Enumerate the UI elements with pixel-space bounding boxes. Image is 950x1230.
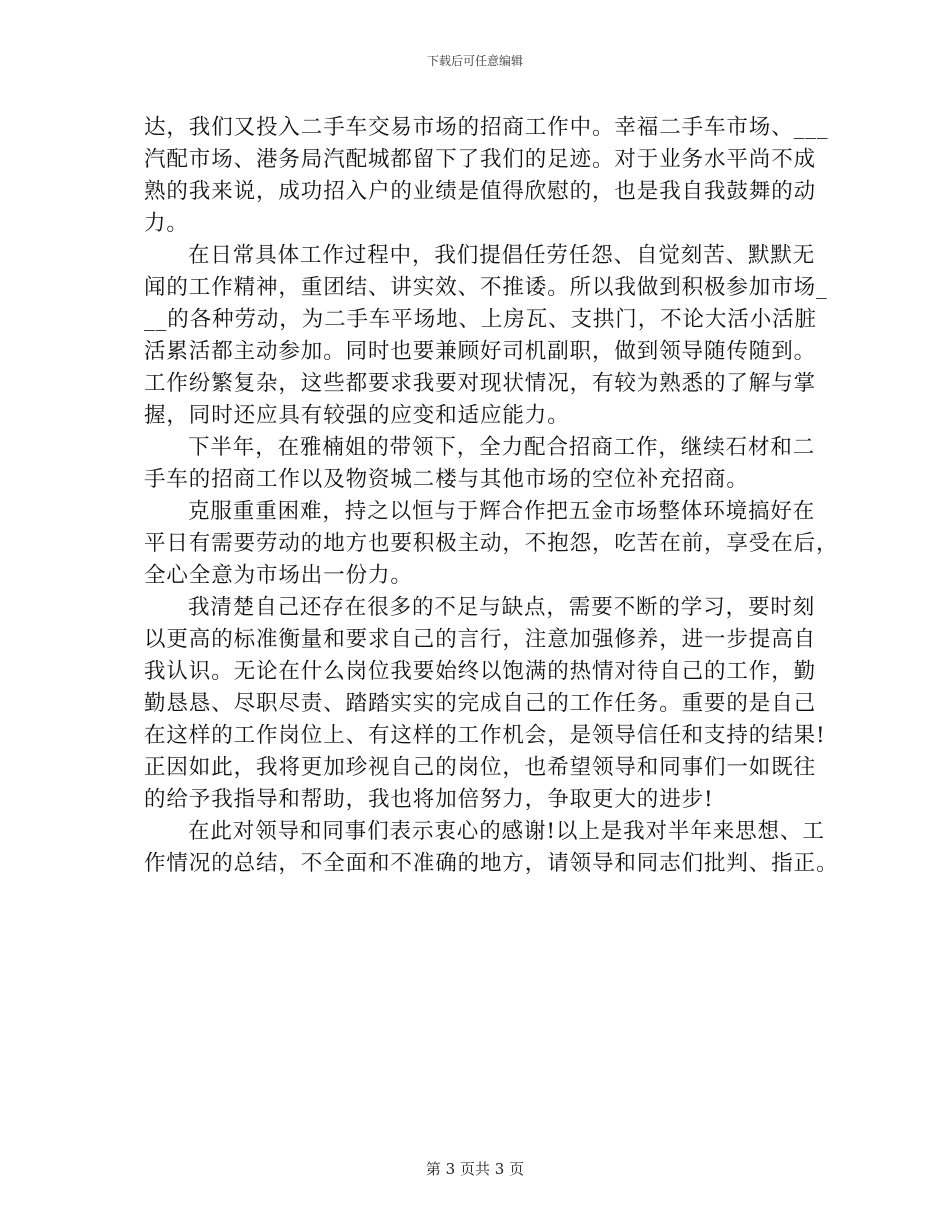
text-line: 手车的招商工作以及物资城二楼与其他市场的空位补充招商。: [144, 467, 749, 492]
text-line: 的给予我指导和帮助，我也将加倍努力，争取更大的进步!: [144, 787, 714, 812]
text-line: 全心全意为市场出一份力。: [144, 563, 413, 588]
page-footer: 第 3 页共 3 页: [425, 1160, 525, 1178]
page-header: 下载后可任意编辑: [426, 54, 523, 68]
text-line: 握，同时还应具有较强的应变和适应能力。: [144, 403, 570, 428]
text-line: 克服重重困难，持之以恒与于辉合作把五金市场整体环境搞好在: [188, 499, 816, 524]
text-line: 熟的我来说，成功招入户的业绩是值得欣慰的，也是我自我鼓舞的动: [144, 179, 817, 204]
text-line: 在这样的工作岗位上、有这样的工作机会，是领导信任和支持的结果!: [144, 723, 826, 748]
text-line: 汽配市场、港务局汽配城都留下了我们的足迹。对于业务水平尚不成: [144, 147, 817, 172]
text-line: 下半年，在雅楠姐的带领下，全力配合招商工作，继续石材和二: [188, 435, 816, 460]
text-line: 勤恳恳、尽职尽责、踏踏实实的完成自己的工作任务。重要的是自己: [144, 691, 817, 716]
text-line: 作情况的总结，不全面和不准确的地方，请领导和同志们批判、指正。: [144, 851, 839, 876]
text-line: 力。: [144, 211, 189, 236]
text-line: 平日有需要劳动的地方也要积极主动，不抱怨，吃苦在前，享受在后，: [144, 531, 839, 556]
document-body: [144, 112, 839, 880]
text-line: 我清楚自己还存在很多的不足与缺点，需要不断的学习，要时刻: [188, 595, 816, 620]
text-line: 闻的工作精神，重团结、讲实效、不推诿。所以我做到积极参加市场_: [144, 275, 828, 300]
text-line: 以更高的标准衡量和要求自己的言行，注意加强修养，进一步提高自: [144, 627, 817, 652]
text-line: 正因如此，我将更加珍视自己的岗位，也希望领导和同事们一如既往: [144, 755, 817, 780]
text-line: 活累活都主动参加。同时也要兼顾好司机副职，做到领导随传随到。: [144, 339, 817, 364]
text-line: 在日常具体工作过程中，我们提倡任劳任怨、自觉刻苦、默默无: [188, 243, 816, 268]
text-line: 工作纷繁复杂，这些都要求我要对现状情况，有较为熟悉的了解与掌: [144, 371, 817, 396]
text-line: 我认识。无论在什么岗位我要始终以饱满的热情对待自己的工作，勤: [144, 659, 817, 684]
text-line: 在此对领导和同事们表示衷心的感谢!以上是我对半年来思想、工: [188, 819, 825, 844]
text-line: 达，我们又投入二手车交易市场的招商工作中。幸福二手车市场、___: [144, 115, 829, 140]
text-line: __的各种劳动，为二手车平场地、上房瓦、支拱门，不论大活小活脏: [144, 307, 817, 332]
